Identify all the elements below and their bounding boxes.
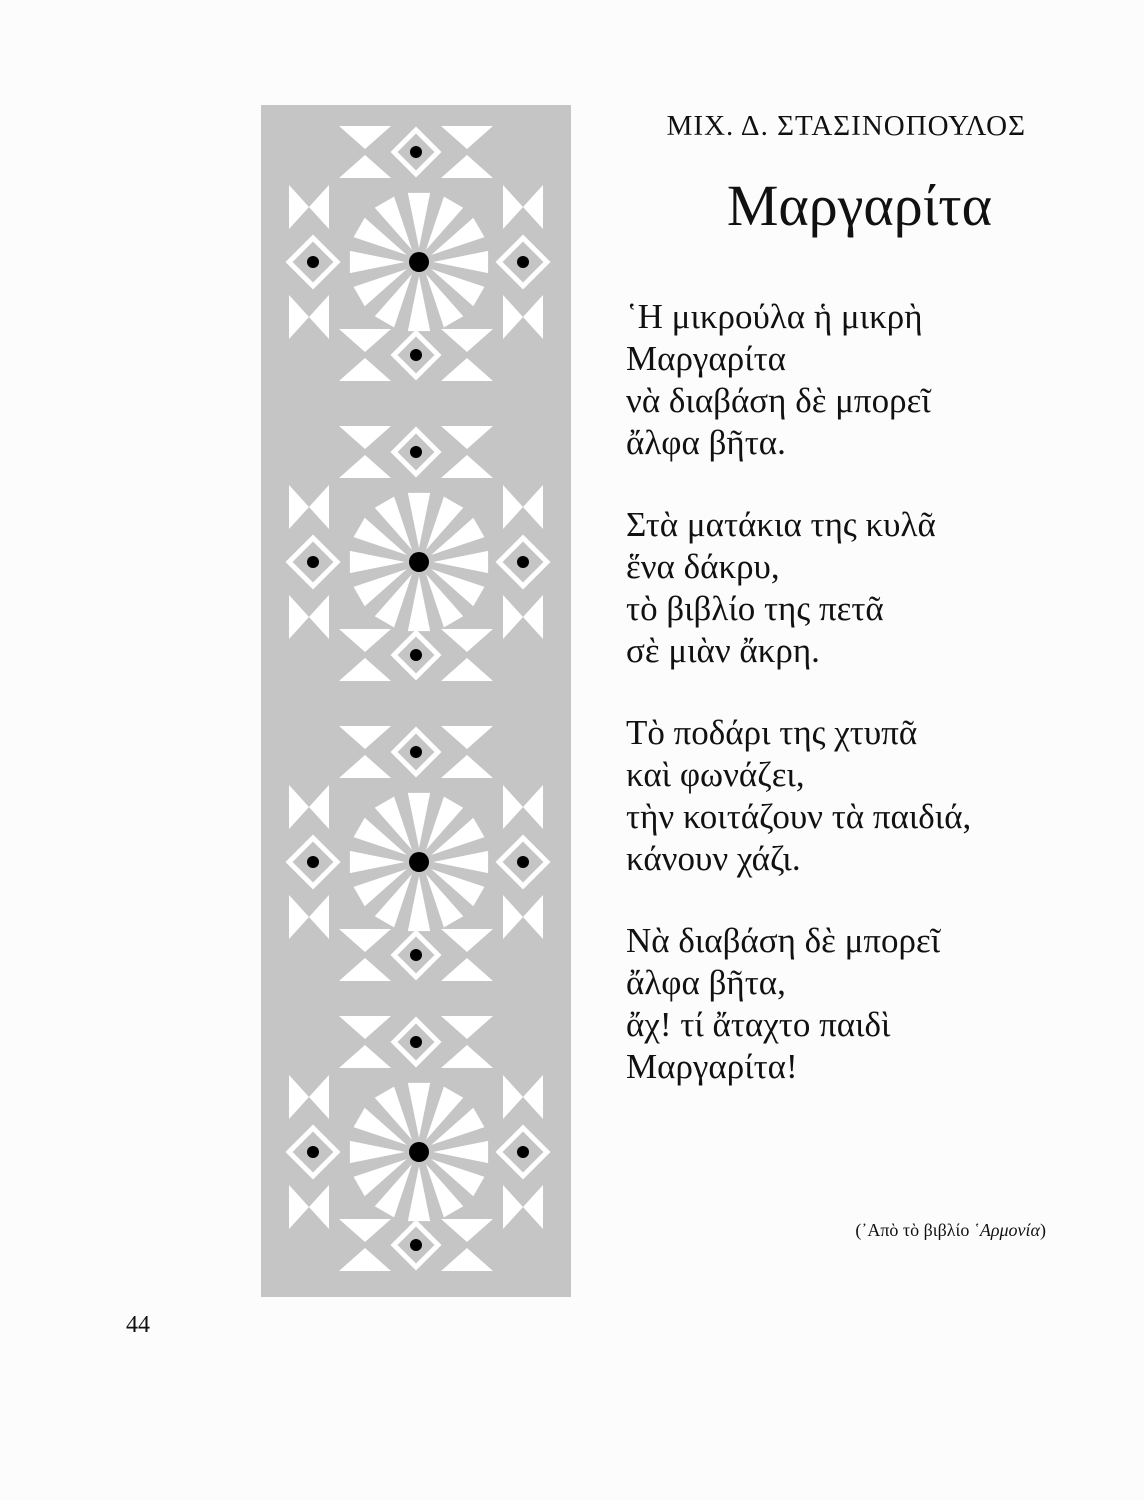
poem-line: Μαργαρίτα [626, 339, 787, 378]
bowtie-right [309, 295, 329, 339]
bowtie-right [523, 595, 543, 639]
hourglass-top [339, 426, 391, 449]
bowtie-left [289, 895, 309, 939]
poem-line: ἄλφα βῆτα, [626, 963, 786, 1002]
black-dot [517, 856, 529, 868]
hourglass-bottom [339, 1045, 391, 1068]
hourglass-bottom [441, 455, 493, 478]
black-dot [307, 856, 319, 868]
hourglass-top [441, 1016, 493, 1039]
bowtie-left [503, 595, 523, 639]
hourglass-top [339, 629, 391, 652]
stanza-3 [626, 712, 1106, 880]
bowtie-left [289, 1185, 309, 1229]
poem-line: σὲ μιὰν ἄκρη. [626, 631, 820, 670]
hourglass-bottom [441, 1248, 493, 1271]
poem-line: νὰ διαβάση δὲ μπορεῖ [626, 381, 931, 420]
hourglass-top [441, 329, 493, 352]
bowtie-left [503, 1185, 523, 1229]
flower-petal [408, 1166, 430, 1221]
poem-line: τὸ βιβλίο της πετᾶ [626, 589, 884, 628]
hourglass-top [441, 1219, 493, 1242]
stanza-4 [626, 920, 1106, 1088]
hourglass-top [339, 929, 391, 952]
flower-petal [408, 876, 430, 931]
poem-body [626, 296, 1106, 1128]
bowtie-right [309, 785, 329, 829]
stanza-2 [626, 504, 1106, 672]
bowtie-right [309, 485, 329, 529]
bowtie-right [523, 785, 543, 829]
black-dot [410, 746, 422, 758]
black-dot [410, 446, 422, 458]
flower-center-dot [409, 852, 429, 872]
bowtie-right [523, 895, 543, 939]
bowtie-left [289, 595, 309, 639]
flower-petal [408, 1083, 430, 1138]
poem-line: ἄλφα βῆτα. [626, 423, 786, 462]
flower-petal [408, 276, 430, 331]
source-book-title: ῾Αρμονία [973, 1220, 1040, 1240]
hourglass-top [441, 126, 493, 149]
hourglass-bottom [441, 358, 493, 381]
stanza-1 [626, 296, 1106, 464]
flower-center-dot [409, 252, 429, 272]
source-prefix: (᾿Απὸ τὸ βιβλίο [855, 1220, 974, 1240]
flower-petal [350, 851, 405, 873]
poem-line: ἄχ! τί ἄταχτο παιδὶ [626, 1005, 891, 1044]
bowtie-right [309, 595, 329, 639]
bowtie-right [309, 1185, 329, 1229]
bowtie-left [503, 295, 523, 339]
black-dot [517, 256, 529, 268]
bowtie-right [523, 295, 543, 339]
flower-petal [433, 1141, 488, 1163]
page-number: 44 [126, 1312, 150, 1338]
bowtie-right [309, 185, 329, 229]
poem-line: καὶ φωνάζει, [626, 755, 805, 794]
flower-petal [433, 851, 488, 873]
decorative-border [261, 105, 571, 1297]
hourglass-bottom [441, 658, 493, 681]
bowtie-right [309, 895, 329, 939]
black-dot [307, 556, 319, 568]
poem-title: Μαργαρίτα [726, 173, 992, 238]
flower-petal [433, 251, 488, 273]
black-dot [410, 146, 422, 158]
bowtie-right [309, 1075, 329, 1119]
bowtie-right [523, 1185, 543, 1229]
poem-line: Νὰ διαβάση δὲ μπορεῖ [626, 921, 941, 960]
black-dot [307, 256, 319, 268]
bowtie-left [503, 185, 523, 229]
poem-line: τὴν κοιτάζουν τὰ παιδιά, [626, 797, 972, 836]
bowtie-left [503, 1075, 523, 1119]
hourglass-bottom [339, 755, 391, 778]
flower-petal [350, 1141, 405, 1163]
black-dot [410, 349, 422, 361]
flower-petal [350, 551, 405, 573]
source-citation [640, 1220, 1046, 1241]
bowtie-left [503, 895, 523, 939]
hourglass-top [441, 929, 493, 952]
hourglass-top [339, 1016, 391, 1039]
black-dot [307, 1146, 319, 1158]
hourglass-bottom [339, 155, 391, 178]
flower-petal [408, 793, 430, 848]
poem-line: Μαργαρίτα! [626, 1047, 798, 1086]
poem-line: ἕνα δάκρυ, [626, 547, 780, 586]
flower-center-dot [409, 1142, 429, 1162]
bowtie-left [503, 785, 523, 829]
black-dot [517, 556, 529, 568]
flower-petal [408, 193, 430, 248]
folk-pattern-illustration [261, 105, 571, 1297]
black-dot [410, 649, 422, 661]
flower-petal [408, 576, 430, 631]
bowtie-left [289, 485, 309, 529]
bowtie-left [503, 485, 523, 529]
hourglass-top [441, 726, 493, 749]
author-name: ΜΙΧ. Δ. ΣΤΑΣΙΝΟΠΟΥΛΟΣ [666, 110, 1026, 142]
bowtie-left [289, 785, 309, 829]
hourglass-bottom [339, 358, 391, 381]
black-dot [410, 1239, 422, 1251]
hourglass-bottom [339, 455, 391, 478]
flower-petal [408, 493, 430, 548]
bowtie-left [289, 295, 309, 339]
bowtie-left [289, 1075, 309, 1119]
hourglass-bottom [441, 958, 493, 981]
flower-center-dot [409, 552, 429, 572]
poem-line: Τὸ ποδάρι της χτυπᾶ [626, 713, 918, 752]
hourglass-top [339, 726, 391, 749]
black-dot [410, 949, 422, 961]
bowtie-right [523, 1075, 543, 1119]
hourglass-bottom [441, 1045, 493, 1068]
hourglass-top [339, 1219, 391, 1242]
black-dot [410, 1036, 422, 1048]
hourglass-top [441, 426, 493, 449]
source-suffix: ) [1040, 1220, 1046, 1240]
poem-line: Στὰ ματάκια της κυλᾶ [626, 505, 936, 544]
flower-petal [350, 251, 405, 273]
hourglass-bottom [339, 958, 391, 981]
hourglass-bottom [339, 1248, 391, 1271]
hourglass-top [339, 329, 391, 352]
black-dot [517, 1146, 529, 1158]
poem-line: ῾Η μικρούλα ἡ μικρὴ [626, 297, 923, 336]
hourglass-bottom [441, 755, 493, 778]
bowtie-left [289, 185, 309, 229]
bowtie-right [523, 185, 543, 229]
poem-line: κάνουν χάζι. [626, 839, 801, 878]
bowtie-right [523, 485, 543, 529]
flower-petal [433, 551, 488, 573]
hourglass-top [441, 629, 493, 652]
hourglass-bottom [339, 658, 391, 681]
hourglass-top [339, 126, 391, 149]
hourglass-bottom [441, 155, 493, 178]
